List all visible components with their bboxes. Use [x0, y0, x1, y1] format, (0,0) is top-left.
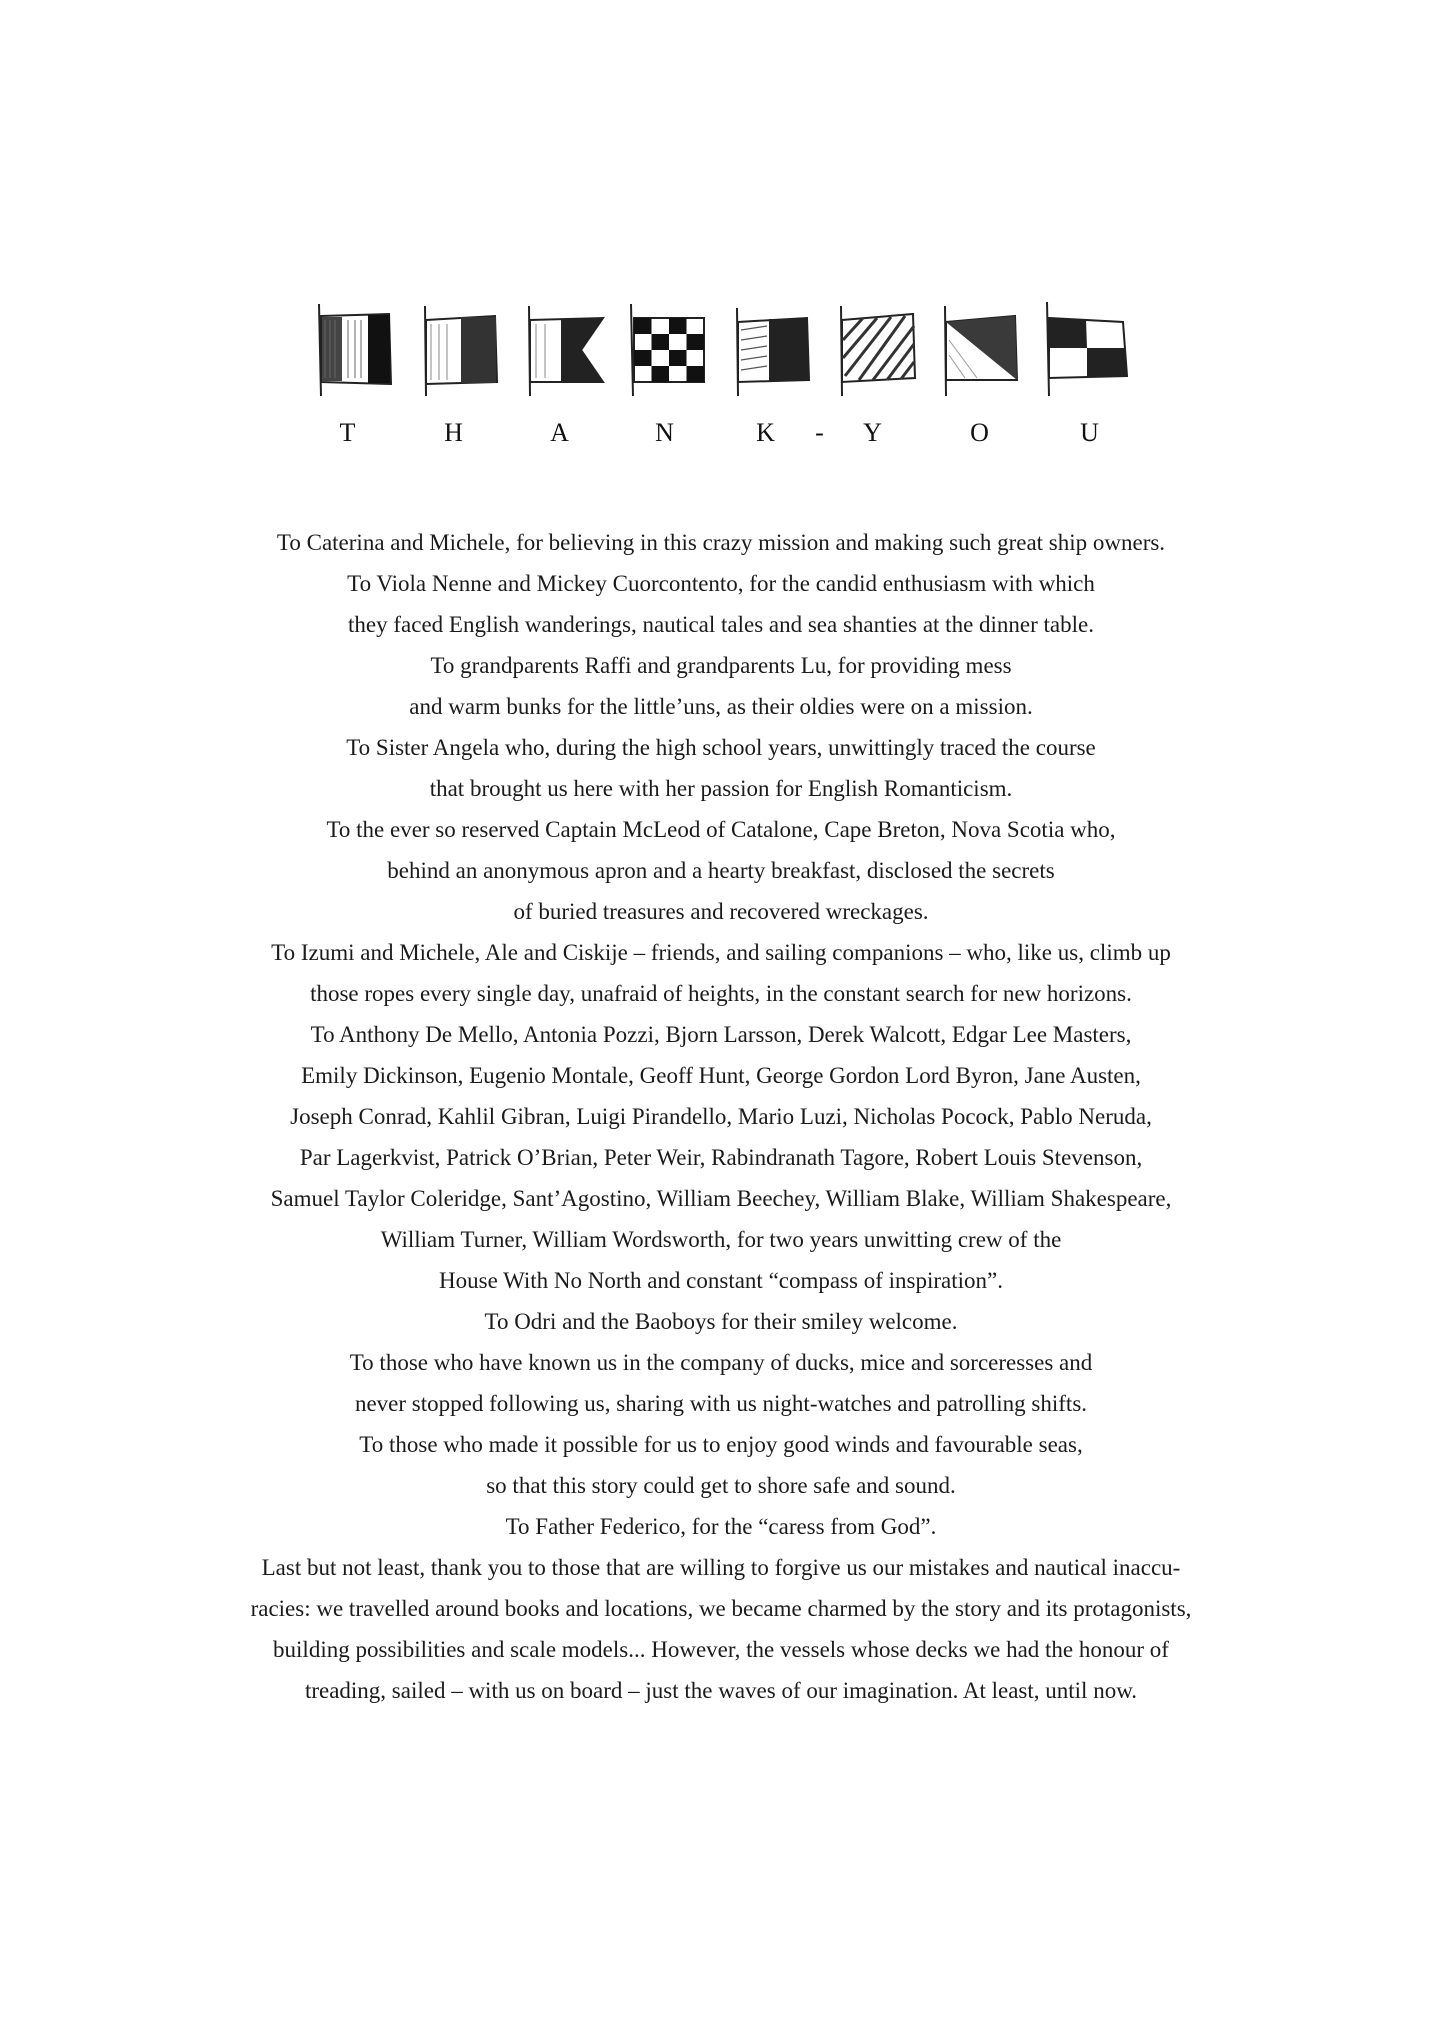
text-line: so that this story could get to shore safe and sound.: [486, 1473, 956, 1498]
text-line: House With No North and constant “compass of inspiration”.: [439, 1268, 1003, 1293]
heading-letter: A: [550, 418, 570, 447]
text-line: Joseph Conrad, Kahlil Gibran, Luigi Pirandello, Mario Luzi, Nicholas Pocock, Pablo Neruda,: [290, 1104, 1152, 1129]
signal-flag-o-icon: [937, 300, 1027, 400]
text-line: racies: we travelled around books and locations, we became charmed by the story and its protagonists,: [250, 1596, 1192, 1621]
signal-flags-row: [313, 300, 1143, 410]
text-line: never stopped following us, sharing with us night-watches and patrolling shifts.: [354, 1391, 1088, 1416]
text-line: and warm bunks for the little’uns, as their oldies were on a mission.: [409, 694, 1033, 719]
text-line: building possibilities and scale models... However, the vessels whose decks we had the honour of: [273, 1637, 1169, 1662]
signal-flag-n-icon: [625, 300, 715, 400]
text-line: of buried treasures and recovered wreckages.: [513, 899, 929, 924]
thank-you-heading: [300, 418, 1160, 452]
signal-flag-t-icon: [313, 300, 403, 400]
text-line: To Father Federico, for the “caress from God”.: [505, 1514, 937, 1539]
text-line: behind an anonymous apron and a hearty breakfast, disclosed the secrets: [387, 858, 1055, 883]
text-line: To the ever so reserved Captain McLeod of Catalone, Cape Breton, Nova Scotia who,: [326, 817, 1116, 842]
text-line: To Odri and the Baoboys for their smiley welcome.: [484, 1309, 958, 1334]
text-line: William Turner, William Wordsworth, for two years unwitting crew of the: [380, 1227, 1062, 1252]
signal-flag-a-icon: [521, 300, 611, 400]
text-line: treading, sailed – with us on board – just the waves of our imagination. At least, until now.: [304, 1678, 1138, 1703]
text-line: Samuel Taylor Coleridge, Sant’Agostino, William Beechey, William Blake, William Shakespeare,: [270, 1186, 1172, 1211]
signal-flag-k-icon: [729, 300, 819, 400]
text-line: To Viola Nenne and Mickey Cuorcontento, for the candid enthusiasm with which: [347, 571, 1095, 596]
signal-flag-y-icon: [833, 300, 923, 400]
heading-letter: K: [756, 418, 776, 447]
heading-letter: N: [655, 418, 675, 447]
heading-hyphen: -: [815, 418, 825, 447]
text-line: To those who made it possible for us to enjoy good winds and favourable seas,: [359, 1432, 1083, 1457]
text-line: To grandparents Raffi and grandparents Lu, for providing mess: [430, 653, 1012, 678]
text-line: To Anthony De Mello, Antonia Pozzi, Bjorn Larsson, Derek Walcott, Edgar Lee Masters,: [310, 1022, 1132, 1047]
text-line: those ropes every single day, unafraid of heights, in the constant search for new horizons.: [310, 981, 1132, 1006]
heading-letter: H: [444, 418, 464, 447]
text-line: Emily Dickinson, Eugenio Montale, Geoff Hunt, George Gordon Lord Byron, Jane Austen,: [301, 1063, 1141, 1088]
heading-letter: Y: [863, 418, 883, 447]
acknowledgements-text: [200, 522, 1242, 1711]
signal-flag-u-icon: [1041, 300, 1131, 400]
text-line: Par Lagerkvist, Patrick O’Brian, Peter Weir, Rabindranath Tagore, Robert Louis Stevenson,: [299, 1145, 1143, 1170]
text-line: To Caterina and Michele, for believing in this crazy mission and making such great ship owners.: [276, 530, 1166, 555]
text-line: To Sister Angela who, during the high school years, unwittingly traced the course: [346, 735, 1096, 760]
text-line: To those who have known us in the company of ducks, mice and sorceresses and: [349, 1350, 1093, 1375]
text-line: To Izumi and Michele, Ale and Ciskije – friends, and sailing companions – who, like us, climb up: [271, 940, 1171, 965]
text-line: Last but not least, thank you to those that are willing to forgive us our mistakes and nautical inaccu-: [261, 1555, 1181, 1580]
text-line: they faced English wanderings, nautical tales and sea shanties at the dinner table.: [348, 612, 1094, 637]
text-line: that brought us here with her passion for English Romanticism.: [429, 776, 1013, 801]
heading-letter: O: [970, 418, 990, 447]
heading-letter: U: [1080, 418, 1100, 447]
heading-letter: T: [339, 418, 357, 447]
signal-flag-h-icon: [417, 300, 507, 400]
